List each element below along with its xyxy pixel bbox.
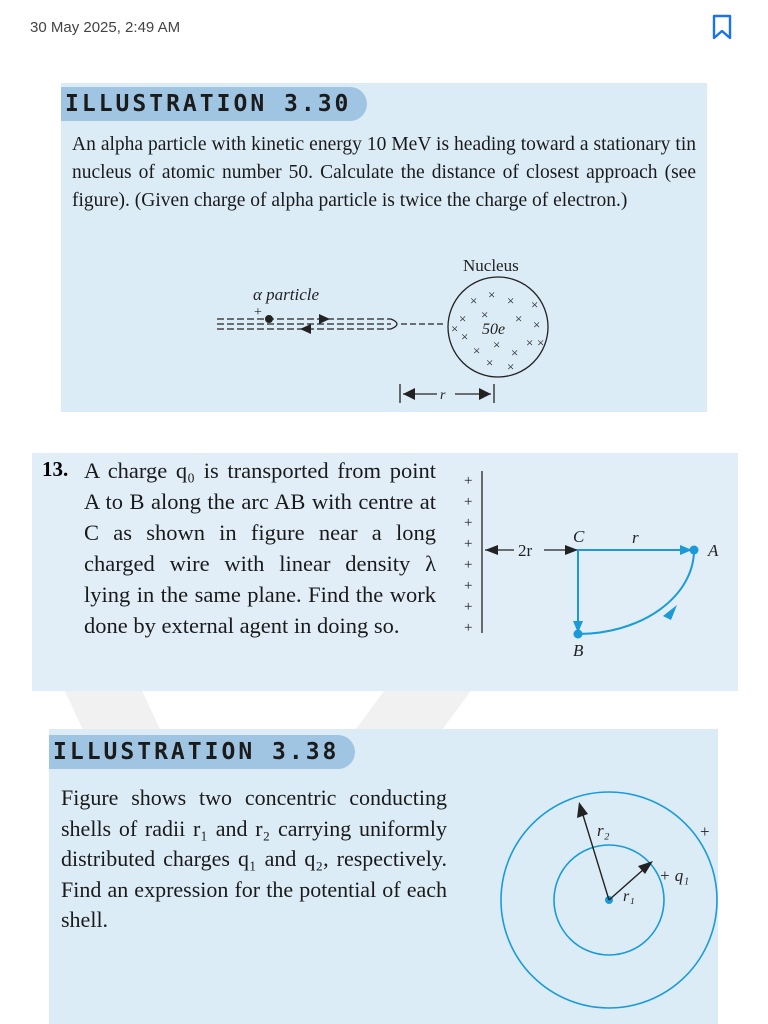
r1-label: r₁ — [623, 888, 635, 905]
svg-text:×: × — [481, 307, 489, 322]
svg-text:+: + — [464, 536, 473, 552]
svg-text:×: × — [470, 293, 478, 308]
svg-text:×: × — [533, 317, 541, 332]
charged-wire-figure — [32, 453, 738, 691]
question-number: 13. — [42, 457, 69, 481]
svg-text:×: × — [531, 297, 539, 312]
svg-text:+: + — [464, 473, 473, 489]
svg-text:×: × — [511, 345, 519, 360]
alpha-label: α particle — [253, 285, 320, 304]
illustration-text: An alpha particle with kinetic energy 10 MeV is heading toward a stationary tin nucleus of atomic number 50. Calculate the distance of closest approach (see figure). (Given charge of alpha particle is twice the charge of electron.) — [72, 134, 696, 211]
timestamp: 30 May 2025, 2:49 AM — [30, 19, 181, 36]
svg-text:×: × — [507, 293, 515, 308]
svg-text:×: × — [461, 329, 469, 344]
svg-text:×: × — [493, 337, 501, 352]
nucleus-label: Nucleus — [463, 256, 519, 275]
svg-text:+: + — [464, 578, 473, 594]
question-text: A charge q₀ is transported from point A to B along the arc AB with centre at C as shown in figure near a long charged wire with linear density λ lying in the same plane. Find the work done by external agent in doing so. — [84, 458, 436, 638]
point-b-label: B — [573, 641, 584, 660]
svg-text:+: + — [464, 494, 473, 510]
point-c-label: C — [573, 527, 585, 546]
question-13 — [32, 453, 738, 691]
illustration-heading: ILLUSTRATION 3.30 — [61, 87, 367, 121]
svg-text:×: × — [451, 321, 459, 336]
nucleus-charge: 50e — [482, 321, 506, 338]
point-a-label: A — [708, 541, 719, 560]
svg-text:+: + — [464, 515, 473, 531]
svg-text:×: × — [537, 335, 545, 350]
svg-text:×: × — [507, 359, 515, 374]
illustration-3-30 — [61, 83, 707, 412]
svg-text:+: + — [464, 620, 473, 636]
illustration-heading: ILLUSTRATION 3.38 — [49, 735, 355, 769]
illustration-3-38 — [49, 729, 718, 1024]
outer-shell-plus: + — [700, 822, 710, 841]
svg-text:×: × — [473, 343, 481, 358]
radius-r-label: r — [632, 528, 639, 547]
alpha-plus: + — [254, 305, 262, 320]
distance-r-label: r — [440, 388, 446, 403]
distance-2r-label: 2r — [518, 541, 533, 560]
concentric-shells-figure — [49, 729, 718, 1024]
alpha-scattering-figure — [61, 83, 707, 412]
svg-text:+: + — [464, 599, 473, 615]
svg-text:×: × — [488, 287, 496, 302]
r2-label: r₂ — [597, 821, 610, 840]
svg-text:×: × — [515, 311, 523, 326]
illustration-text: Figure shows two concentric conducting shells of radii r₁ and r₂ carrying uniformly distributed charges q₁ and q₂, respectively. Find an expression for the potential of each shell. — [61, 785, 447, 932]
svg-text:+: + — [464, 557, 473, 573]
bookmark-icon[interactable] — [710, 14, 734, 40]
svg-text:×: × — [459, 311, 467, 326]
q1-label: + q₁ — [659, 866, 690, 885]
svg-text:×: × — [526, 335, 534, 350]
svg-text:×: × — [486, 355, 494, 370]
wire-charges — [464, 473, 472, 636]
